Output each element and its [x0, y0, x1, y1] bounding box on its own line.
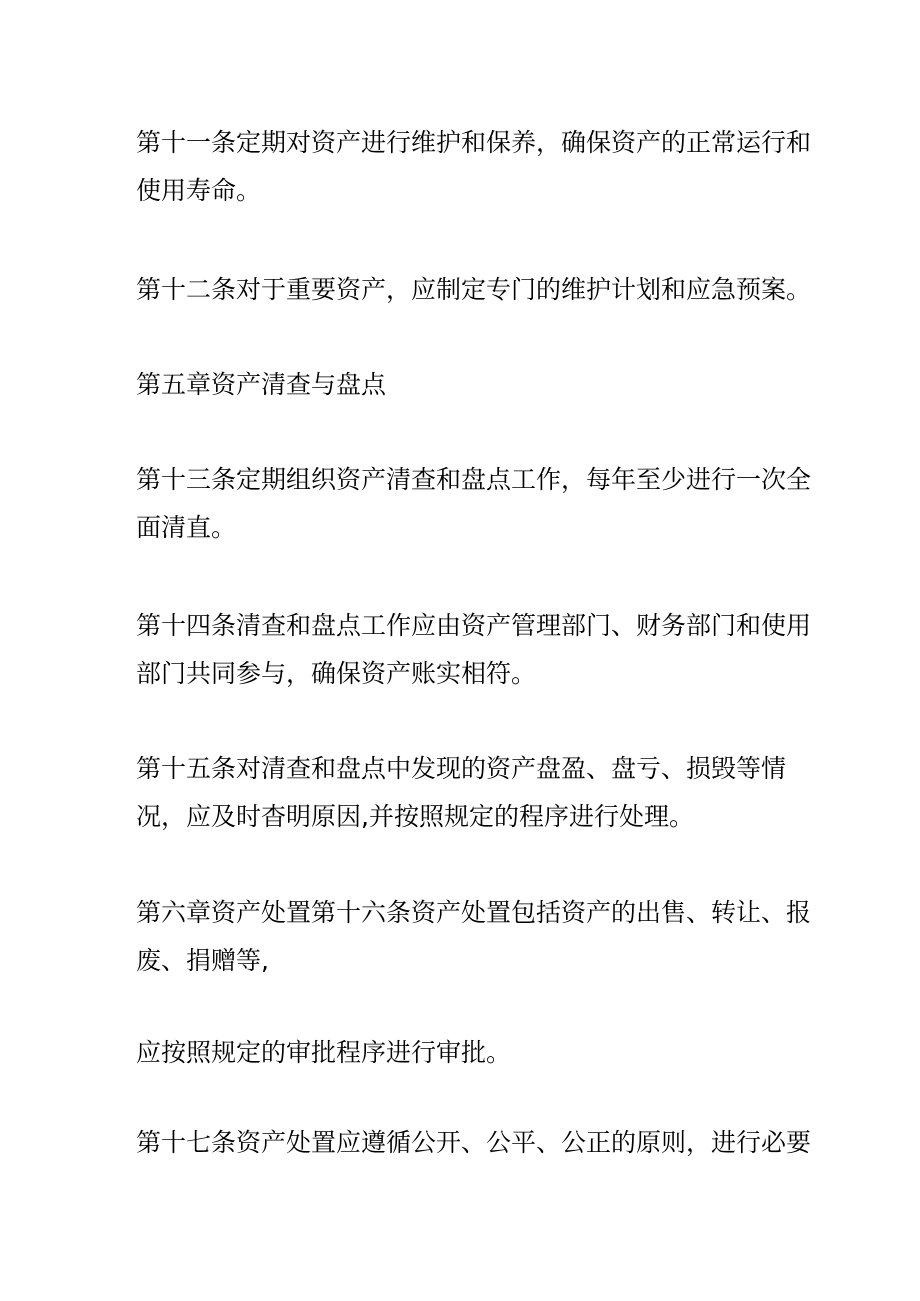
- paragraph-approval: [136, 1029, 786, 1077]
- text-line: 部门共同参与，确保资产账实相符。: [136, 659, 537, 688]
- text-line: 第十三条定期组织资产清查和盘点工作，每年至少进行一次全: [136, 465, 812, 494]
- text-line: 应按照规定的审批程序进行审批。: [136, 1038, 512, 1067]
- text-line: 废、捐赠等,: [136, 946, 269, 975]
- paragraph-article-13: [136, 456, 812, 552]
- chapter-heading-6-article-16: [136, 889, 812, 985]
- text-line: 第十四条清查和盘点工作应由资产管理部门、财务部门和使用: [136, 611, 812, 640]
- text-line: 况，应及时杳明原因,并按照规定的程序进行处理。: [136, 802, 694, 831]
- text-line: 第十一条定期对资产进行维护和保养，确保资产的正常运行和: [136, 128, 812, 157]
- chapter-heading-5: [136, 361, 786, 409]
- paragraph-article-11: [136, 119, 812, 215]
- text-line: 第十二条对于重要资产，应制定专门的维护计划和应急预案。: [136, 275, 812, 304]
- paragraph-article-15: [136, 745, 786, 841]
- text-line: 面清直。: [136, 513, 237, 542]
- paragraph-article-17: [136, 1119, 812, 1167]
- text-line: 使用寿命。: [136, 176, 262, 205]
- text-line: 第六章资产处置第十六条资产处置包括资产的出售、转让、报: [136, 898, 812, 927]
- text-line: 第五章资产清查与盘点: [136, 370, 387, 399]
- paragraph-article-12: [136, 266, 812, 314]
- paragraph-article-14: [136, 602, 812, 698]
- text-line: 第十七条资产处置应遵循公开、公平、公正的原则，进行必要: [136, 1128, 812, 1157]
- text-line: 第十五条对清查和盘点中发现的资产盘盈、盘亏、损毁等情: [136, 754, 787, 783]
